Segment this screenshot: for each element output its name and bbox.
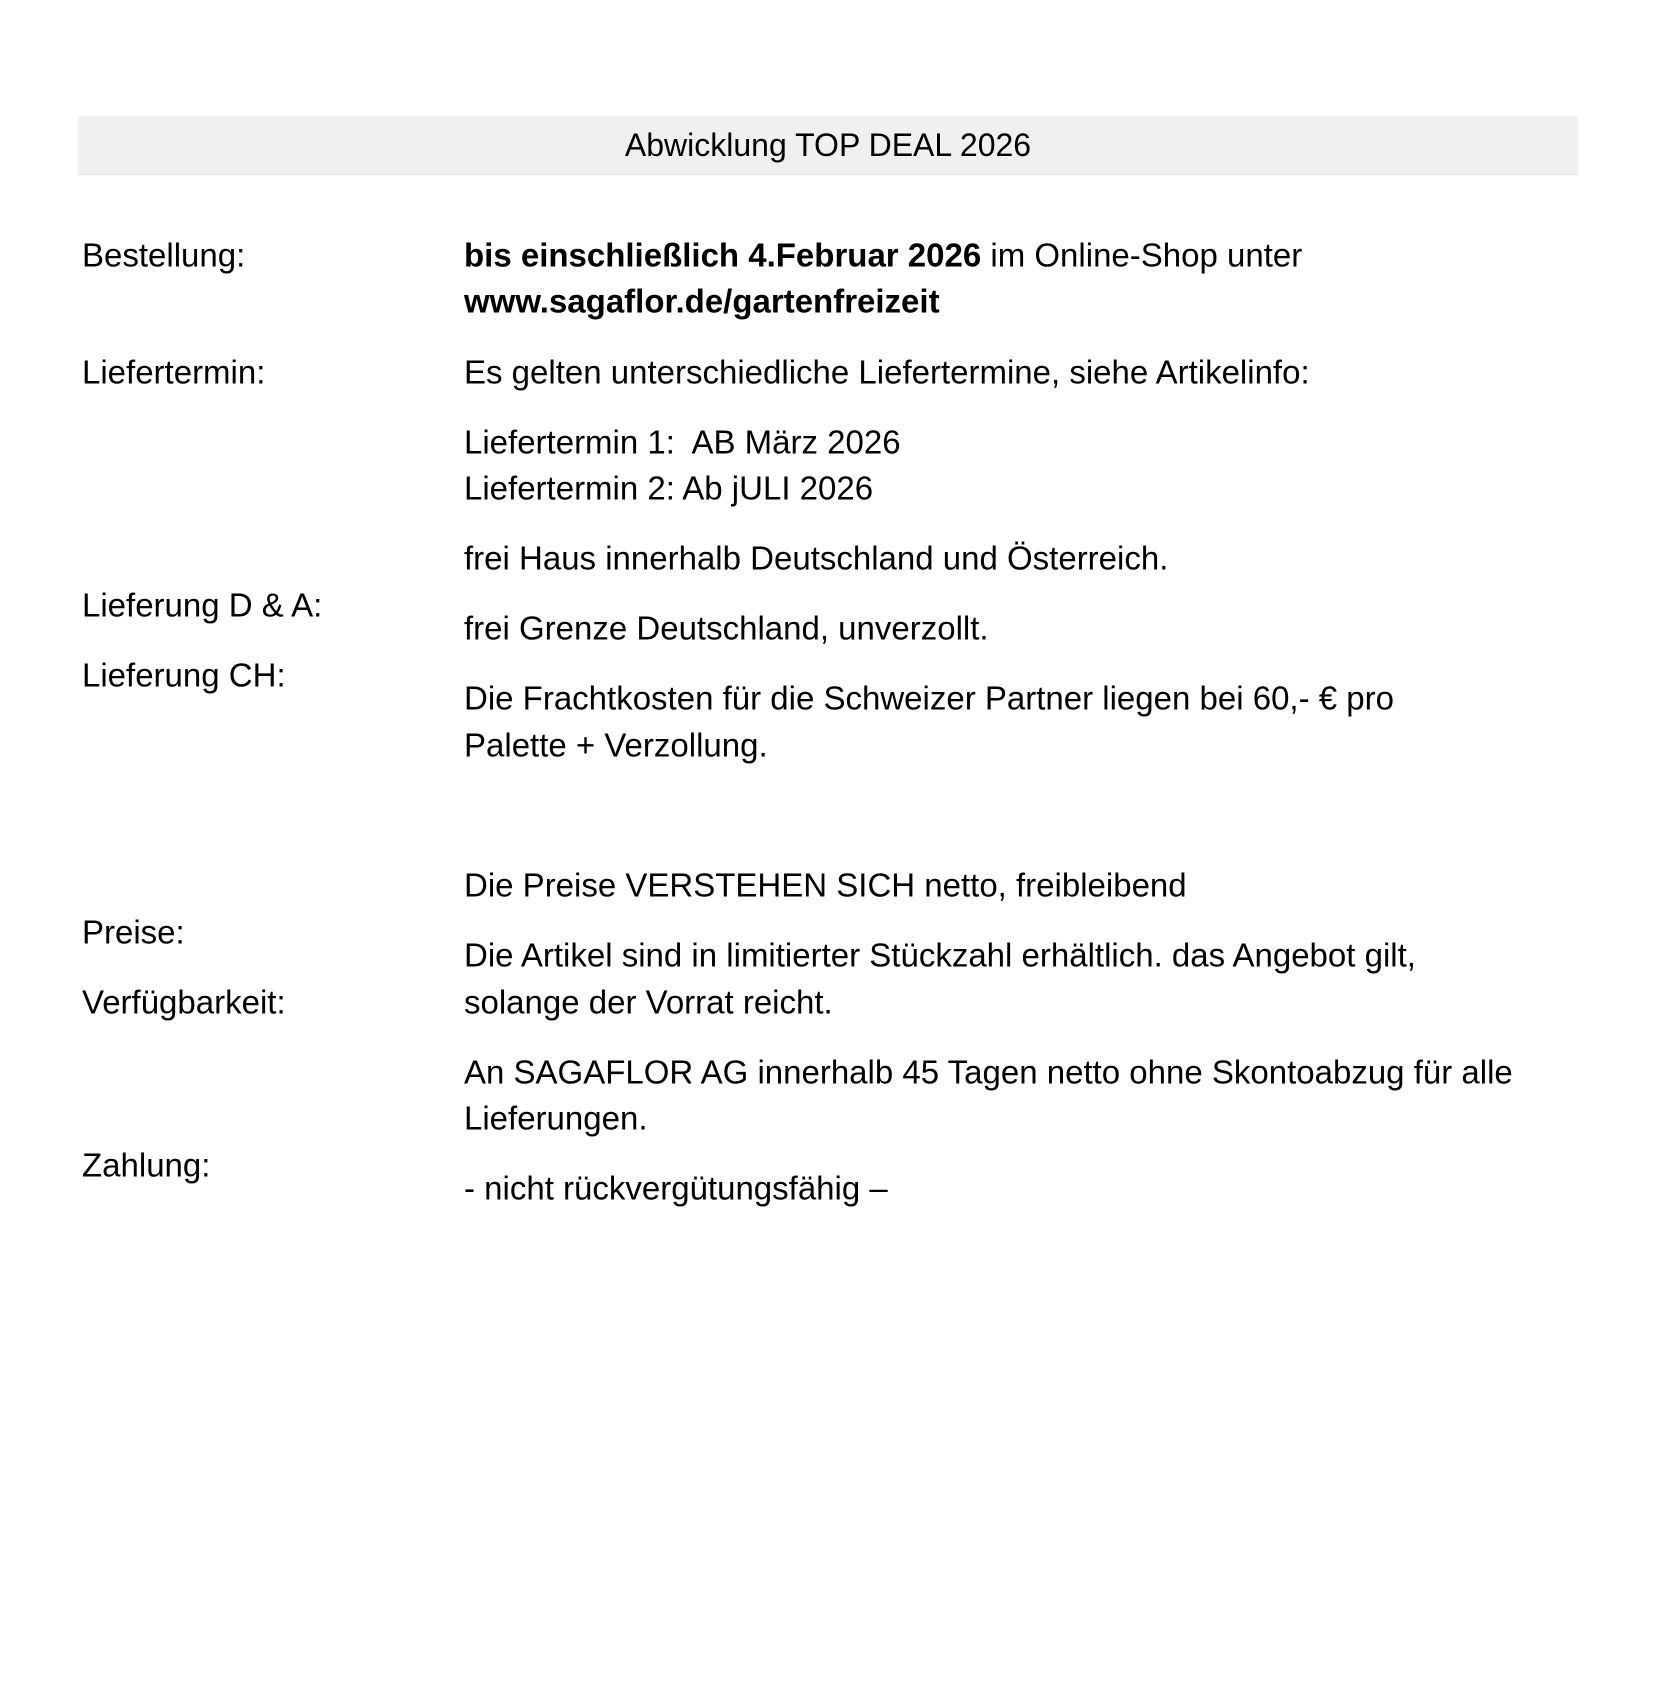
title-bar — [78, 116, 1578, 174]
label-preise: Preise: — [82, 913, 185, 951]
label-lieferung-ch: Lieferung CH: — [82, 656, 286, 694]
value-zahlung-note: - nicht rückvergütungsfähig – — [464, 1169, 888, 1207]
value-lieferung-da: frei Haus innerhalb Deutschland und Österreich. — [464, 539, 1169, 577]
value-liefertermin-1: Liefertermin 1: AB März 2026 — [464, 423, 901, 461]
shop-url-link[interactable]: www.sagaflor.de/gartenfreizeit — [464, 282, 940, 320]
value-bestellung — [464, 236, 1303, 274]
label-verfuegbarkeit: Verfügbarkeit: — [82, 983, 286, 1021]
value-lieferung-ch: frei Grenze Deutschland, unverzollt. — [464, 609, 989, 647]
value-liefertermin-intro: Es gelten unterschiedliche Liefertermine, siehe Artikelinfo: — [464, 353, 1310, 391]
value-zahlung-line1: An SAGAFLOR AG innerhalb 45 Tagen netto ohne Skontoabzug für alle — [464, 1053, 1513, 1091]
label-zahlung: Zahlung: — [82, 1146, 211, 1184]
label-lieferung-da: Lieferung D & A: — [82, 586, 323, 624]
value-verfuegbarkeit-line2: solange der Vorrat reicht. — [464, 983, 833, 1021]
page-title: Abwicklung TOP DEAL 2026 — [624, 126, 1032, 163]
value-zahlung-line2: Lieferungen. — [464, 1099, 648, 1137]
bestellung-rest: im Online-Shop unter — [981, 236, 1303, 274]
value-frachtkosten-line2: Palette + Verzollung. — [464, 726, 768, 764]
value-liefertermin-2: Liefertermin 2: Ab jULI 2026 — [464, 469, 874, 507]
bestellung-deadline: bis einschließlich 4.Februar 2026 — [464, 236, 982, 274]
label-liefertermin: Liefertermin: — [82, 353, 266, 391]
value-preise: Die Preise VERSTEHEN SICH netto, freibleibend — [464, 866, 1187, 904]
value-verfuegbarkeit-line1: Die Artikel sind in limitierter Stückzahl erhältlich. das Angebot gilt, — [464, 936, 1416, 974]
value-frachtkosten-line1: Die Frachtkosten für die Schweizer Partner liegen bei 60,- € pro — [464, 679, 1394, 717]
label-bestellung: Bestellung: — [82, 236, 246, 274]
